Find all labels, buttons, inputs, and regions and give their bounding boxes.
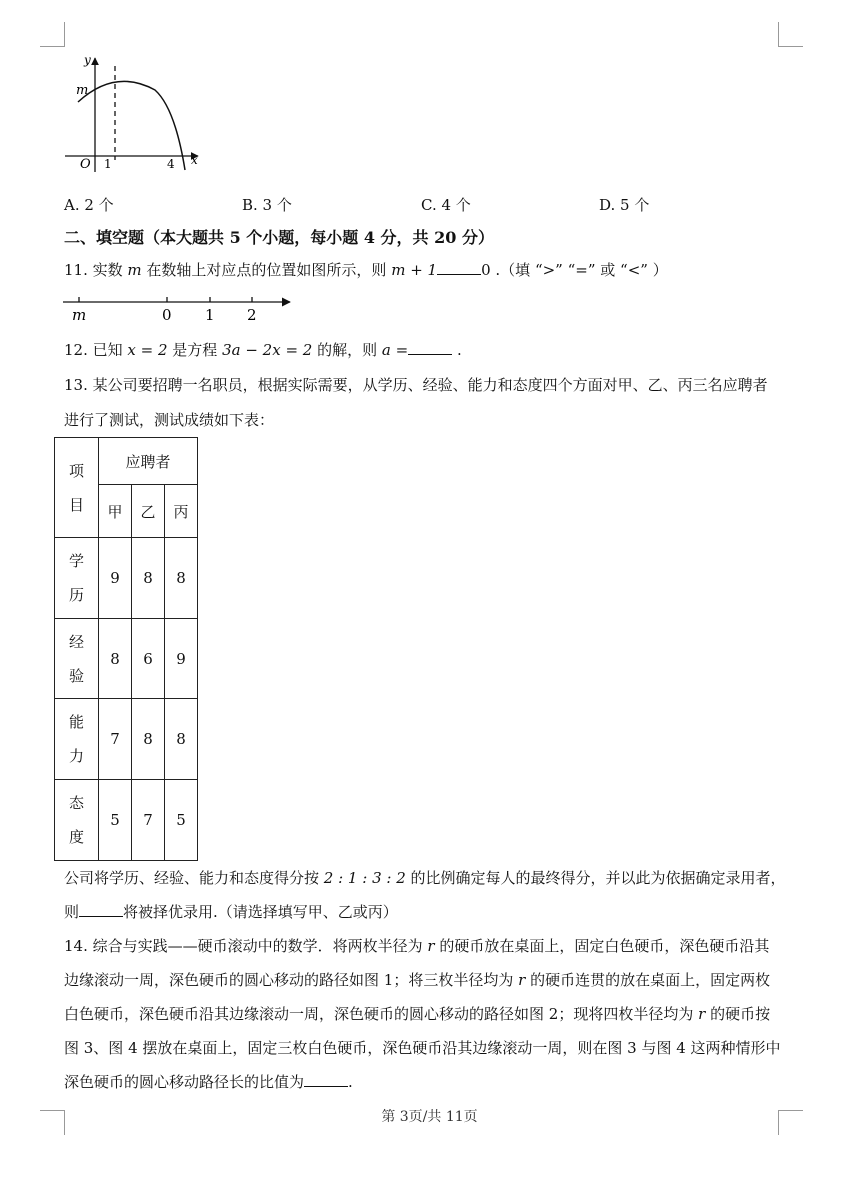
q14-line4: 图 3、图 4 摆放在桌面上，固定三枚白色硬币，深色硬币沿其边缘滚动一周，则在图 3 与图 4 这两种情形中 [64,1039,781,1057]
q12-suffix: . [456,341,462,359]
option-b: B. 3 个 [242,196,292,214]
origin-label: O [80,157,91,172]
table-row [55,780,198,861]
col-header-yi: 乙 [132,485,165,538]
q14-r: r [698,1005,706,1023]
row-label: 力 [68,747,84,765]
q12-eq2: 3a − 2x = 2 [222,341,313,359]
score-cell: 8 [132,538,165,619]
option-c: C. 4 个 [421,196,471,214]
q11-mid: 在数轴上对应点的位置如图所示，则 [146,261,387,279]
applicant-header: 应聘者 [99,438,198,485]
q14-l5a: 深色硬币的圆心移动路径长的比值为 [64,1073,305,1091]
q14-line3 [64,1004,770,1024]
row-label: 经 [68,632,84,651]
q12-prefix: 12. 已知 [64,341,123,359]
x-axis-label: x [191,153,198,167]
tick-4-label: 4 [167,157,175,171]
q11-expr: m + 1 [391,261,438,279]
q11-suffix: 0 .（填 “>” “=” 或 “<” ） [481,261,668,279]
y-axis-label: y [84,53,91,67]
score-table [54,437,198,861]
score-cell: 9 [99,538,132,619]
q14-l1a: 14. 综合与实践——硬币滚动中的数学．将两枚半径为 [64,937,423,955]
q14-l2b: 的硬币连贯的放在桌面上，固定两枚 [530,971,771,989]
score-cell: 5 [99,780,132,861]
score-cell: 6 [132,619,165,699]
item-header-cell [55,438,99,538]
row-label: 度 [68,828,84,846]
q14-l3a: 白色硬币，深色硬币沿其边缘滚动一周，深色硬币的圆心移动的路径如图 2；现将四枚半径均为 [64,1005,694,1023]
row-label: 态 [68,794,84,812]
q11-prefix: 11. 实数 [64,261,123,279]
question-11 [64,260,668,280]
q13-blank [79,902,123,917]
q11-blank [437,260,481,275]
col-header-bing: 丙 [165,485,198,538]
q14-r: r [518,971,526,989]
table-row [55,538,198,619]
table-row [55,699,198,780]
m-label: m [76,83,89,98]
col-header-jia: 甲 [99,485,132,538]
q13-line2: 进行了测试，测试成绩如下表： [64,411,275,429]
q11-var: m [127,261,142,279]
crop-mark-top-left [40,22,65,47]
q12-blank [408,340,452,355]
q14-line5 [64,1072,353,1092]
q12-mid: 是方程 [172,341,218,359]
crop-mark-top-right [778,22,803,47]
numberline-0-label: 0 [162,306,172,324]
q14-l3b: 的硬币按 [710,1005,771,1023]
tick-1-label: 1 [104,157,112,171]
q13-after-line2 [64,902,398,922]
score-cell: 8 [132,699,165,780]
q14-l2a: 边缘滚动一周，深色硬币的圆心移动的路径如图 1；将三枚半径均为 [64,971,514,989]
q14-l1b: 的硬币放在桌面上，固定白色硬币，深色硬币沿其 [439,937,770,955]
parabola-graph [60,50,210,175]
q12-mid2: 的解，则 [317,341,378,359]
score-cell: 9 [165,619,198,699]
score-cell: 5 [165,780,198,861]
q13-after2-prefix: 则 [64,903,80,921]
section-title: 二、填空题（本大题共 5 个小题，每小题 4 分，共 20 分） [64,228,494,247]
row-label: 能 [68,713,84,731]
q14-line2 [64,970,770,990]
q13-ratio: 2 : 1 : 3 : 2 [323,869,406,887]
table-row [55,619,198,699]
numberline-m-label: m [72,306,87,324]
q14-r: r [427,937,435,955]
q12-var: a = [381,341,409,359]
option-a: A. 2 个 [64,196,114,214]
q14-l5b: . [348,1073,353,1091]
q13-line1: 13. 某公司要招聘一名职员，根据实际需要，从学历、经验、能力和态度四个方面对甲、乙、丙三名应聘者 [64,376,768,394]
item-header-2: 目 [68,495,84,514]
page-footer: 第 3页/共 11页 [381,1109,478,1125]
row-label: 学 [68,552,84,570]
q13-after-line1 [64,868,786,888]
item-header-1: 项 [68,461,84,480]
q13-after1-suffix: 的比例确定每人的最终得分，并以此为依据确定录用者， [410,869,786,887]
q14-blank [304,1072,348,1087]
numberline-2-label: 2 [247,306,257,324]
question-12 [64,340,462,360]
score-cell: 8 [165,538,198,619]
row-label: 验 [68,666,84,685]
q13-after1-prefix: 公司将学历、经验、能力和态度得分按 [64,869,320,887]
score-cell: 8 [99,619,132,699]
option-d: D. 5 个 [599,196,650,214]
numberline-1-label: 1 [205,306,215,324]
score-cell: 7 [99,699,132,780]
number-line [60,292,300,326]
q12-eq1: x = 2 [127,341,168,359]
score-cell: 8 [165,699,198,780]
q13-after2-suffix: 将被择优录用.（请选择填写甲、乙或丙） [123,903,398,921]
row-label: 历 [68,586,84,604]
q14-line1 [64,936,769,956]
score-cell: 7 [132,780,165,861]
